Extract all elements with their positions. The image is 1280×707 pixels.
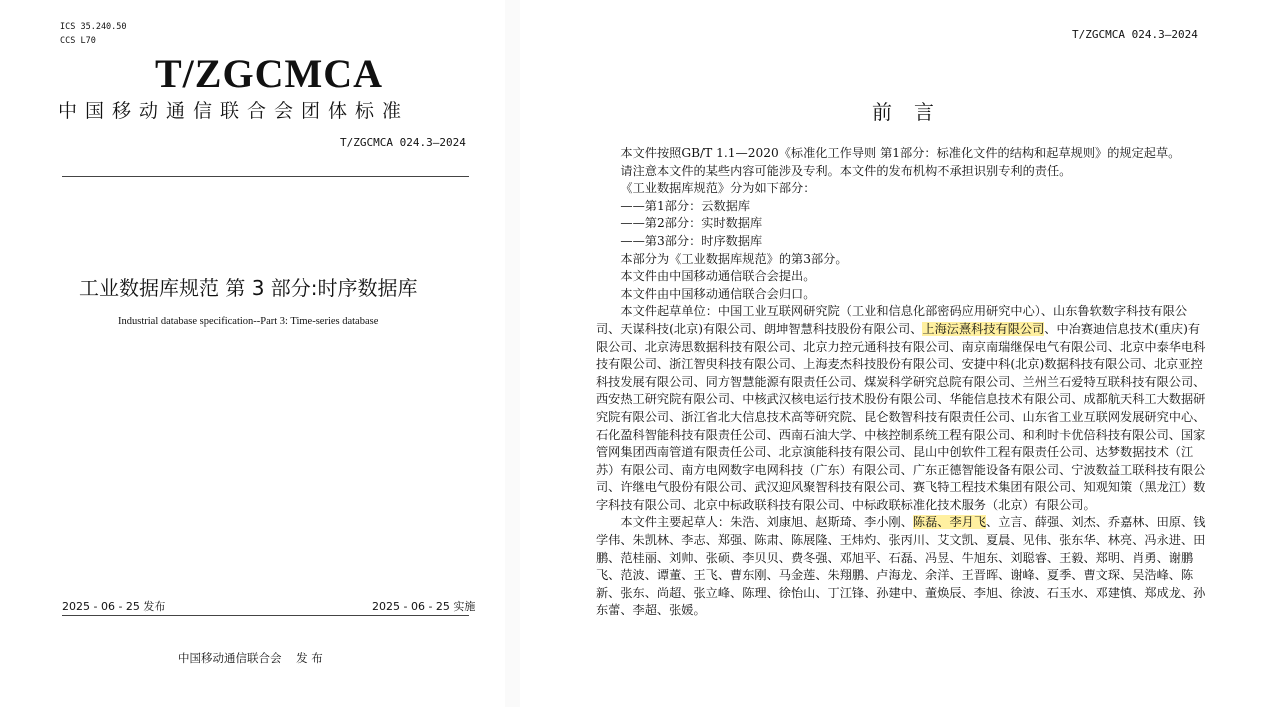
paragraph: 本文件由中国移动通信联合会归口。 xyxy=(620,286,816,301)
drafters xyxy=(596,514,1211,620)
list-item: ——第2部分：实时数据库 xyxy=(620,216,763,231)
org-name: 中国移动通信联合会团体标准 xyxy=(58,100,410,122)
foreword-page xyxy=(520,0,1280,707)
foreword-body xyxy=(596,145,1211,620)
paragraph: 本文件按照GB/T 1.1—2020《标准化工作导则 第1部分：标准化文件的结构和起草规则》的规定起草。 xyxy=(620,146,1181,160)
foreword-heading: 前言 xyxy=(872,100,956,124)
standard-code: T/ZGCMCA 024.3—2024 xyxy=(1072,28,1198,41)
standard-code: T/ZGCMCA 024.3—2024 xyxy=(340,136,466,149)
paragraph: 请注意本文件的某些内容可能涉及专利。本文件的发布机构不承担识别专利的责任。 xyxy=(620,163,1072,178)
drafters-text: 本文件主要起草人：朱浩、刘康旭、赵斯琦、李小刚、 xyxy=(620,515,913,530)
implement-date: 2025 - 06 - 25 实施 xyxy=(372,600,476,613)
title-en: Industrial database specification--Part 3: Time-series database xyxy=(118,316,379,327)
drafting-units xyxy=(596,303,1211,514)
title-zh: 工业数据库规范 第 3 部分:时序数据库 xyxy=(79,276,418,300)
paragraph: 本部分为《工业数据库规范》的第3部分。 xyxy=(620,251,848,266)
list-item: ——第1部分：云数据库 xyxy=(620,198,751,213)
ics-code: ICS 35.240.50 xyxy=(60,22,127,32)
publisher: 中国移动通信联合会 发 布 xyxy=(178,651,323,665)
top-divider xyxy=(62,176,469,177)
units-text: 、中冶赛迪信息技术(重庆)有限公司、北京涛思数据科技有限公司、北京力控元通科技有限公司、南京南瑞继保电气有限公司、北京中泰华电科技有限公司、浙江智臾科技有限公司、上海麦杰科技股份有限公司、安捷中科(北京)数据科技有限公司、北京亚控科技发展有限公司、同方智慧能源有限责任公司、煤炭科学研究总院有限公司、兰州兰石爱特互联科技有限公司、西安热工研究院有限公司、中核武汉核电运行技术股份有限公司、华能信息技术有限公司、成都航天科工大数据研究院有限公司、浙江省北大信息技术高等研究院、昆仑数智科技有限责任公司、山东省工业互联网发展研究中心、石化盈科智能科技有限责任公司、西南石油大学、中核控制系统工程有限公司、和利时卡优倍科技有限公司、国家管网集团西南管道有限责任公司、北京演能科技有限公司、昆山中创软件工程有限责任公司、达梦数据技术（江苏）有限公司、南方电网数字电网科技（广东）有限公司、广东正德智能设备有限公司、宁波数益工联科技有限公司、许继电气股份有限公司、武汉迎风聚智科技有限公司、赛飞特工程技术集团有限公司、知观知策（黑龙江）数字科技有限公司、北京中标政联科技有限公司、中标政联标准化技术服务（北京）有限公司。 xyxy=(596,321,1206,512)
highlighted-text: 上海沄熹科技有限公司 xyxy=(922,321,1045,336)
standard-logo: T/ZGCMCA xyxy=(155,51,383,96)
paragraph: 《工业数据库规范》分为如下部分： xyxy=(620,181,816,196)
publish-date: 2025 - 06 - 25 发布 xyxy=(62,600,166,613)
ccs-code: CCS L70 xyxy=(60,36,96,46)
drafters-text: 、立言、薛强、刘杰、乔嘉林、田原、钱学伟、朱凯林、李志、郑强、陈肃、陈展隆、王炜灼、张丙川、艾文凯、夏晨、见伟、张东华、林亮、冯永进、田鹏、范桂丽、刘帅、张硕、李贝贝、费冬强、邓旭平、石磊、冯昱、牛旭东、刘聪睿、王毅、郑明、肖勇、谢鹏飞、范波、谭董、王飞、曹东刚、马金莲、朱翔鹏、卢海龙、余洋、王晋晖、谢峰、夏季、曹文琛、吴浩峰、陈新、张东、尚超、张立峰、陈理、徐怡山、丁江锋、孙建中、董焕辰、李旭、徐波、石玉水、邓建慎、郑成龙、孙东蕾、李超、张媛。 xyxy=(596,515,1206,618)
highlighted-text: 陈磊、李月飞 xyxy=(912,515,987,530)
list-item: ——第3部分：时序数据库 xyxy=(620,233,763,248)
bottom-divider xyxy=(62,615,469,616)
page-gutter xyxy=(505,0,520,707)
units-text: 本文件起草单位：中国工业互联网研究院（工业和信息化部密码应用研究中心）、山东鲁软数字科技有限公司、天谋科技(北京)有限公司、朗坤智慧科技股份有限公司、 xyxy=(596,304,1188,336)
cover-page xyxy=(0,0,505,707)
paragraph: 本文件由中国移动通信联合会提出。 xyxy=(620,269,816,284)
